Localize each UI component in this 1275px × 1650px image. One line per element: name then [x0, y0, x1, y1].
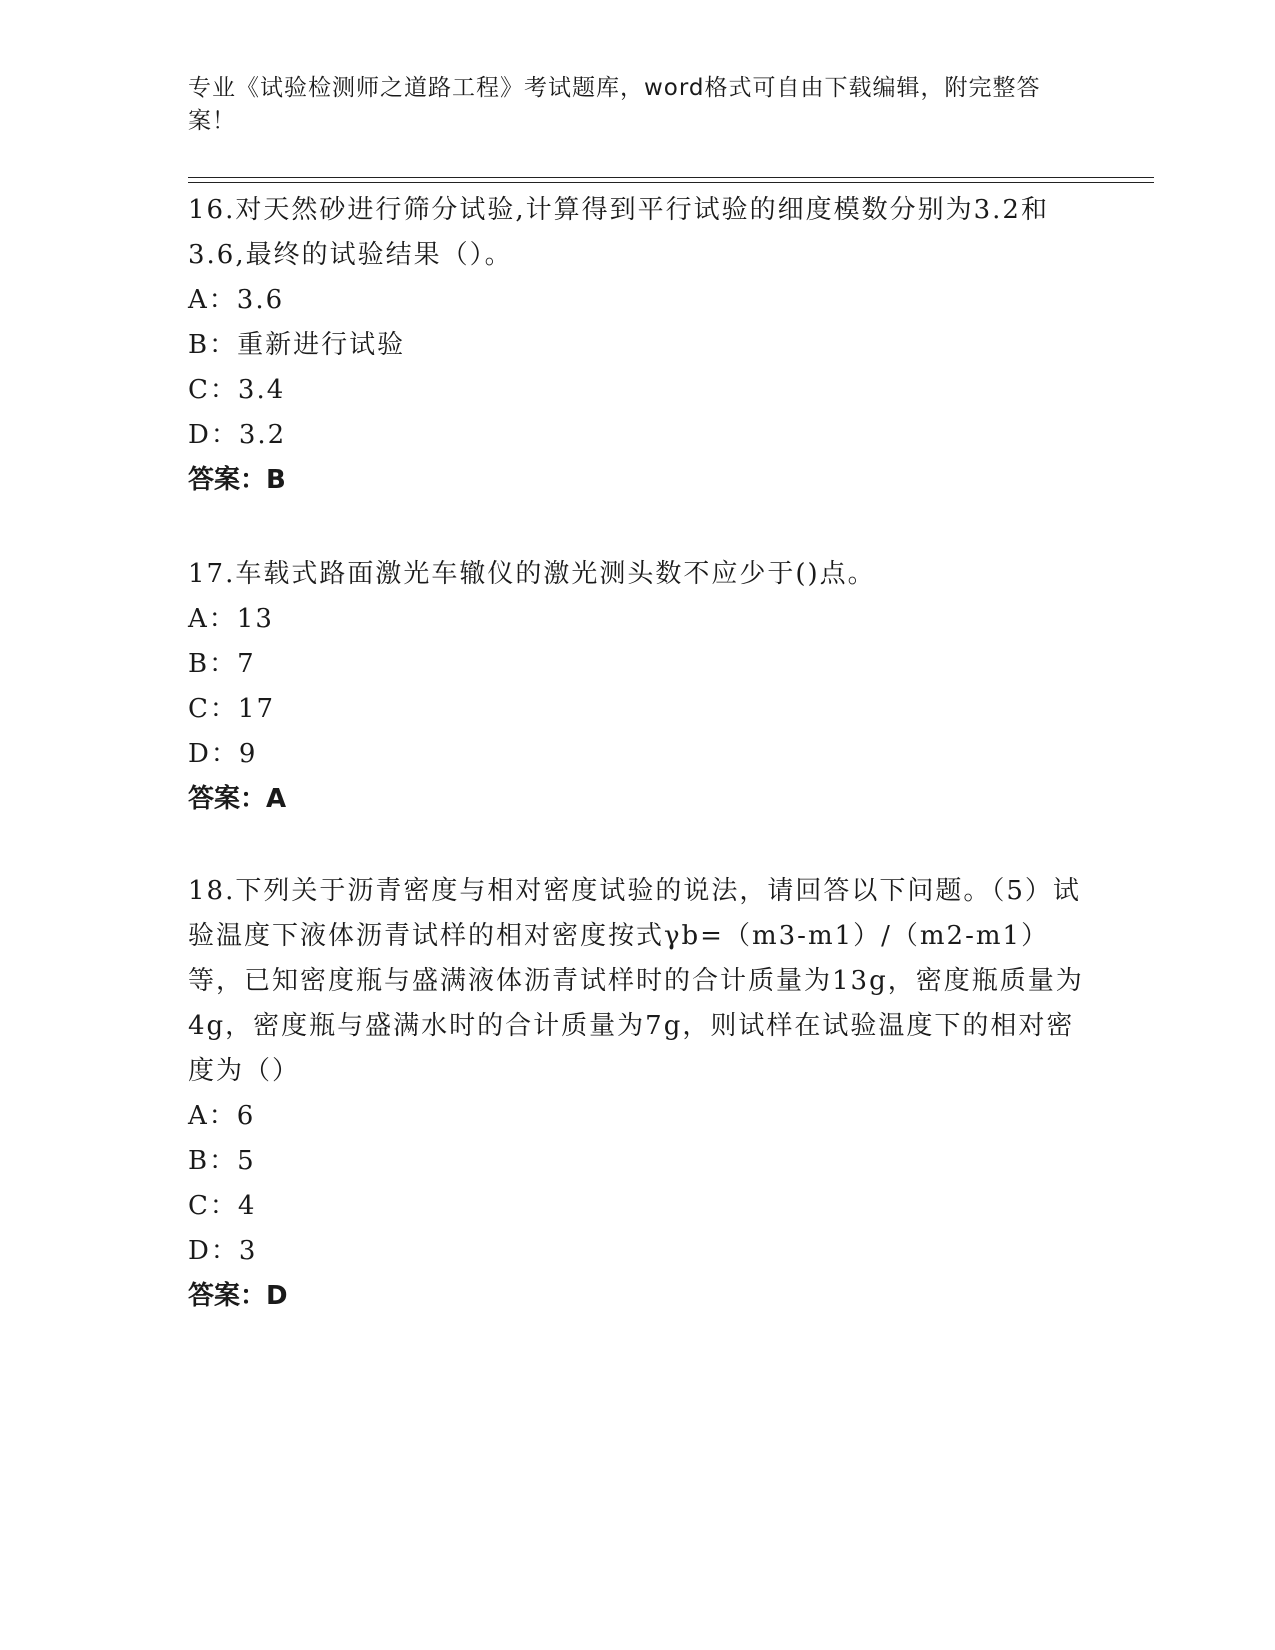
option-c: [188, 687, 1088, 732]
option-c: [188, 1184, 1088, 1229]
option-key: A：: [188, 604, 237, 634]
option-text: 重新进行试验: [237, 330, 406, 360]
option-key: C：: [188, 375, 238, 405]
option-key: B：: [188, 649, 238, 679]
option-d: [188, 413, 1088, 458]
option-text: 5: [237, 1146, 256, 1176]
answer: 答案：B: [188, 465, 286, 495]
option-key: B：: [188, 1146, 238, 1176]
option-a: [188, 1094, 1088, 1139]
answer: 答案：A: [188, 784, 287, 814]
option-text: 3.6: [236, 285, 285, 315]
option-key: A：: [188, 285, 237, 315]
question-stem: 16.对天然砂进行筛分试验,计算得到平行试验的细度模数分别为3.2和3.6,最终的试验结果（）。: [188, 195, 1049, 270]
option-b: [188, 1139, 1088, 1184]
option-key: C：: [188, 694, 238, 724]
option-text: 13: [236, 604, 274, 634]
option-b: [188, 642, 1088, 687]
option-text: 17: [237, 694, 275, 724]
option-text: 3.4: [237, 375, 286, 405]
option-key: A：: [188, 1101, 237, 1131]
option-a: [188, 278, 1088, 323]
option-text: 3.2: [238, 420, 287, 450]
option-text: 4: [237, 1191, 257, 1221]
option-text: 9: [238, 739, 258, 769]
option-c: [188, 368, 1088, 413]
question-17: [188, 552, 1088, 822]
option-key: B：: [188, 330, 238, 360]
question-18: [188, 869, 1088, 1319]
option-b: [188, 323, 1088, 368]
option-d: [188, 1229, 1088, 1274]
question-16: [188, 188, 1088, 503]
option-key: C：: [188, 1191, 238, 1221]
question-stem: 18.下列关于沥青密度与相对密度试验的说法，请回答以下问题。（5）试验温度下液体沥青试样的相对密度按式γb=（m3-m1）/（m2-m1）等，已知密度瓶与盛满液体沥青试样时的合计质量为13g，密度瓶质量为4g，密度瓶与盛满水时的合计质量为7g，则试样在试验温度下的相对密度为（）: [188, 876, 1084, 1086]
option-key: D：: [188, 420, 239, 450]
option-key: D：: [188, 1236, 239, 1266]
question-stem: 17.车载式路面激光车辙仪的激光测头数不应少于()点。: [188, 559, 876, 589]
option-text: 6: [236, 1101, 256, 1131]
option-text: 3: [238, 1236, 258, 1266]
answer: 答案：D: [188, 1281, 288, 1311]
header-divider-bottom: [188, 182, 1154, 183]
header-divider-top: [188, 177, 1154, 178]
option-text: 7: [237, 649, 256, 679]
document-header: 专业《试验检测师之道路工程》考试题库，word格式可自由下载编辑，附完整答案！: [188, 75, 1041, 134]
option-a: [188, 597, 1088, 642]
option-key: D：: [188, 739, 239, 769]
option-d: [188, 732, 1088, 777]
